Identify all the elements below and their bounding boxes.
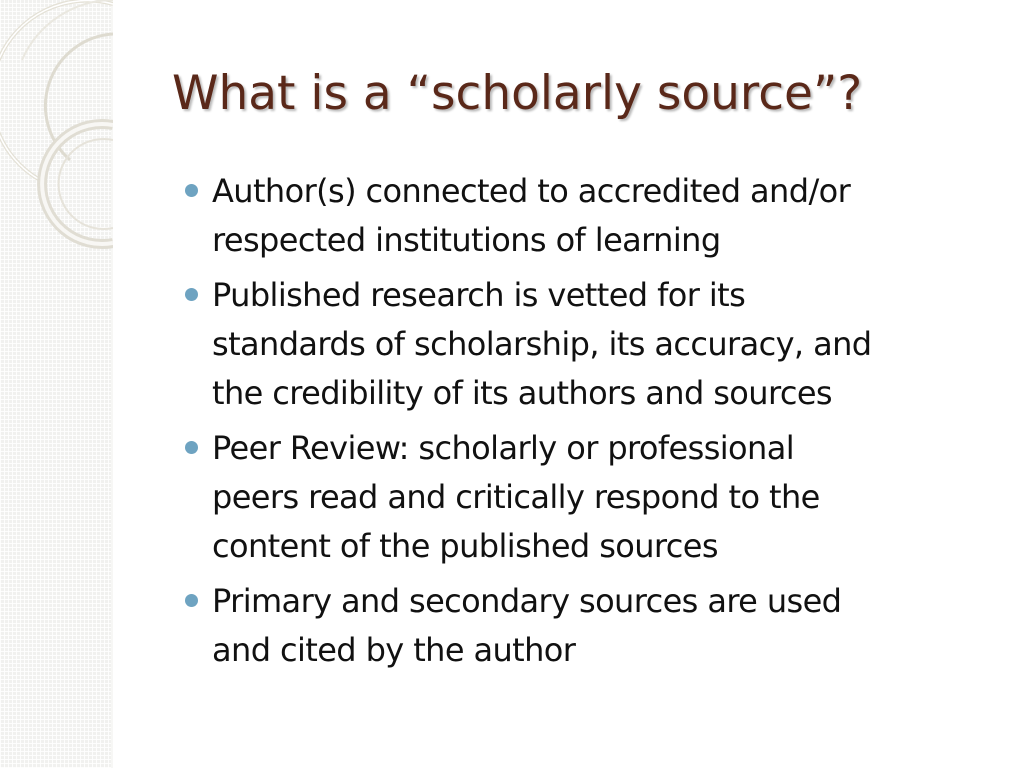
bullet-dot-icon bbox=[185, 184, 198, 197]
bullet-item bbox=[185, 167, 1005, 265]
bullet-line: Peer Review: scholarly or professional bbox=[212, 429, 795, 467]
bullet-dot-icon bbox=[185, 441, 198, 454]
bullet-dot-icon bbox=[185, 288, 198, 301]
bullet-line: respected institutions of learning bbox=[212, 221, 721, 259]
bullet-line: standards of scholarship, its accuracy, and bbox=[212, 325, 872, 363]
bullet-item bbox=[185, 271, 1005, 418]
bullet-line: content of the published sources bbox=[212, 527, 718, 565]
bullet-dot-icon bbox=[185, 594, 198, 607]
bullet-line: Published research is vetted for its bbox=[212, 276, 746, 314]
bullet-line: the credibility of its authors and sources bbox=[212, 374, 832, 412]
bullet-line: Author(s) connected to accredited and/or bbox=[212, 172, 851, 210]
bullet-item bbox=[185, 577, 1005, 675]
ring-ornament-icon bbox=[0, 0, 113, 260]
slide-title: What is a “scholarly source”? bbox=[172, 66, 863, 121]
bullet-line: peers read and critically respond to the bbox=[212, 478, 820, 516]
bullet-line: and cited by the author bbox=[212, 631, 576, 669]
bullet-line: Primary and secondary sources are used bbox=[212, 582, 842, 620]
bullet-item bbox=[185, 424, 1005, 571]
bullet-list bbox=[185, 167, 1005, 681]
